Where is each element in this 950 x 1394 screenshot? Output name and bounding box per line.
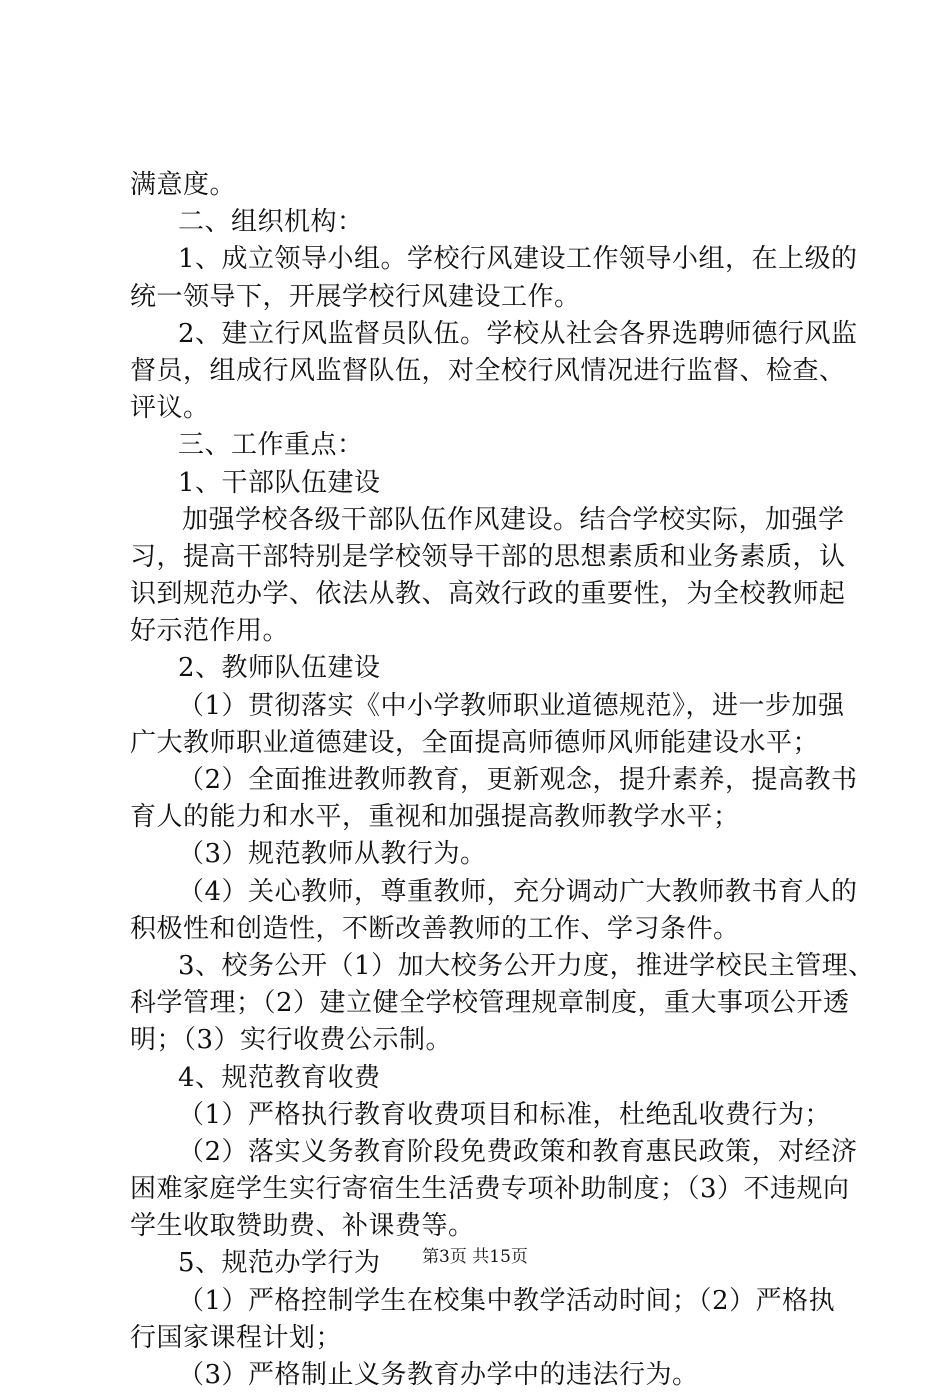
document-line: （1）贯彻落实《中小学教师职业道德规范》，进一步加强 [178, 690, 845, 721]
document-line: 评议。 [130, 393, 210, 424]
document-line: 学生收取赞助费、补课费等。 [130, 1211, 475, 1242]
document-line: 习，提高干部特别是学校领导干部的思想素质和业务素质，认 [130, 541, 846, 572]
document-line: 统一领导下，开展学校行风建设工作。 [130, 281, 581, 312]
document-line: （2）落实义务教育阶段免费政策和教育惠民政策，对经济 [178, 1136, 858, 1167]
document-line: 2、教师队伍建设 [178, 653, 381, 684]
document-line: 3、校务公开（1）加大校务公开力度，推进学校民主管理、 [178, 950, 875, 981]
document-line: （3）严格制止义务教育办学中的违法行为。 [178, 1360, 699, 1390]
document-line: 广大教师职业道德建设，全面提高师德师风师能建设水平； [130, 727, 820, 758]
document-line: 2、建立行风监督员队伍。学校从社会各界选聘师德行风监 [178, 318, 858, 349]
document-line: 1、干部队伍建设 [178, 467, 381, 498]
document-line: （4）关心教师，尊重教师，充分调动广大教师教书育人的 [178, 876, 858, 907]
document-line: 困难家庭学生实行寄宿生生活费专项补助制度；（3）不违规向 [130, 1174, 850, 1205]
document-line: 满意度。 [130, 170, 237, 200]
document-line: 行国家课程计划； [130, 1322, 343, 1353]
document-line: 科学管理；（2）建立健全学校管理规章制度，重大事项公开透 [130, 988, 850, 1019]
document-line: 积极性和创造性，不断改善教师的工作、学习条件。 [130, 913, 740, 944]
document-line: （2）全面推进教师教育，更新观念，提升素养，提高教书 [178, 765, 858, 795]
document-line: 育人的能力和水平，重视和加强提高教师教学水平； [130, 802, 740, 833]
document-body [130, 167, 875, 1394]
page-footer: 第3页 共15页 [422, 1247, 528, 1267]
document-line: 加强学校各级干部队伍作风建设。结合学校实际，加强学 [182, 504, 845, 535]
document-line: 4、规范教育收费 [178, 1062, 381, 1093]
document-line: 好示范作用。 [130, 616, 290, 647]
document-line: （1）严格执行教育收费项目和标准，杜绝乱收费行为； [178, 1099, 832, 1130]
document-line: 识到规范办学、依法从教、高效行政的重要性，为全校教师起 [130, 579, 846, 610]
document-line: 明；（3）实行收费公示制。 [130, 1025, 453, 1056]
document-line: 二、组织机构： [178, 207, 364, 238]
document-line: 督员，组成行风监督队伍，对全校行风情况进行监督、检查、 [130, 355, 846, 386]
document-line: 5、规范办学行为 [178, 1248, 381, 1279]
document-line: （3）规范教师从教行为。 [178, 839, 487, 870]
document-line: （1）严格控制学生在校集中教学活动时间；（2）严格执 [178, 1285, 836, 1316]
document-line: 三、工作重点： [178, 430, 364, 461]
document-line: 1、成立领导小组。学校行风建设工作领导小组，在上级的 [178, 244, 858, 275]
